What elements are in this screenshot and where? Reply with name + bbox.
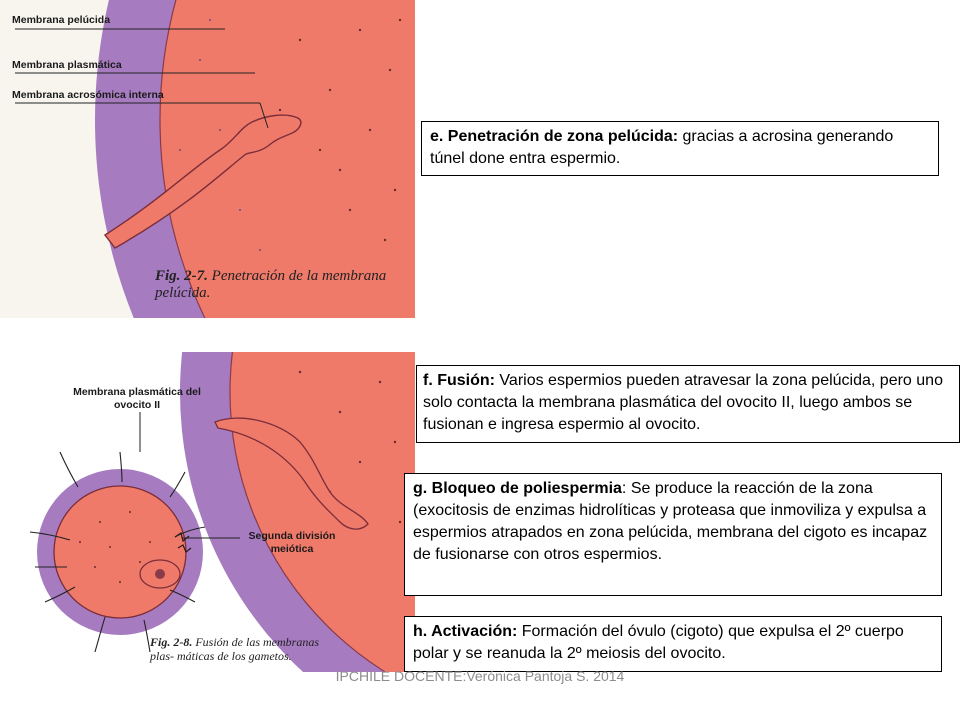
- figure-penetration: [0, 0, 415, 318]
- label-membrana-plasmatica-ovocito: Membrana plasmática del ovocito II: [73, 386, 201, 411]
- box-f-title: f. Fusión:: [423, 372, 495, 389]
- box-e-title: e. Penetración de zona pelúcida:: [430, 128, 679, 145]
- label-membrana-acrosomica: Membrana acrosómica interna: [12, 89, 164, 101]
- figure2-caption-text: Fusión de las membranas plas- máticas de los gametos.: [150, 635, 320, 663]
- zygote-cytoplasm: [54, 486, 186, 618]
- label-segunda-division: Segunda división meiótica: [248, 530, 336, 555]
- label-membrana-plasmatica: Membrana plasmática: [12, 59, 122, 71]
- label-membrana-pelucida: Membrana pelúcida: [12, 14, 111, 26]
- figure1-caption-number: Fig. 2-7.: [155, 268, 208, 284]
- box-fusion: [416, 365, 960, 443]
- box-h-title: h. Activación:: [413, 623, 518, 640]
- figure1-caption: [155, 268, 415, 303]
- box-h-body: Formación del óvulo (cigoto) que expulsa el 2º cuerpo polar y se reanuda la 2º meiosis del ovocito.: [413, 623, 904, 662]
- footer-credit: IPCHILE DOCENTE:Verónica Pantoja S. 2014: [335, 668, 625, 684]
- box-bloqueo: [404, 473, 942, 596]
- sperm-nucleus: [155, 569, 165, 579]
- box-penetracion: [421, 121, 939, 176]
- figure2-caption: [150, 636, 320, 664]
- box-e-body: gracias a acrosina generando túnel done entra espermio.: [430, 128, 894, 167]
- figure2-caption-number: Fig. 2-8.: [150, 635, 193, 649]
- figure1-caption-text: Penetración de la membrana pelúcida.: [155, 268, 387, 302]
- box-g-title: g. Bloqueo de poliespermia: [413, 480, 622, 497]
- figure-fusion: [0, 352, 415, 672]
- box-activacion: [404, 616, 942, 672]
- box-f-body: Varios espermios pueden atravesar la zona pelúcida, pero uno solo contacta la membrana plasmática del ovocito II, luego ambos se fusionan e ingresa espermio al ovocito.: [423, 372, 943, 433]
- box-g-body: : Se produce la reacción de la zona (exocitosis de enzimas hidrolíticas y proteasa que inmoviliza y expulsa a espermios atrapados en zona pelúcida, membrana del cigoto es incapaz de fusionarse con otros espermios.: [413, 480, 928, 563]
